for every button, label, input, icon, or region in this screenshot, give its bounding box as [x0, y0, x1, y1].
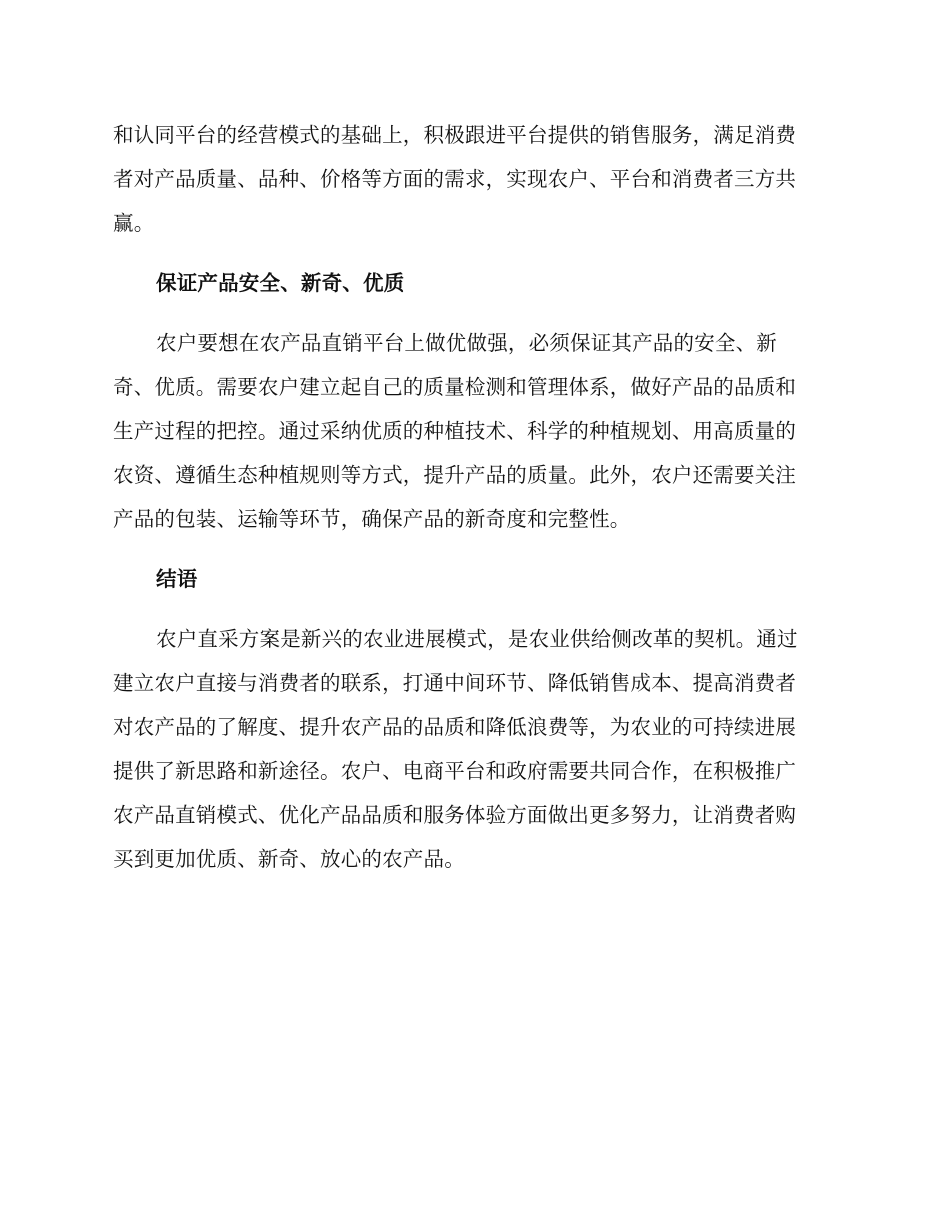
paragraph-line: 农资、遵循生态种植规则等方式，提升产品的质量。此外，农户还需要关注	[113, 463, 797, 487]
section-heading: 保证产品安全、新奇、优质	[156, 271, 405, 295]
paragraph-line: 农产品直销模式、优化产品品质和服务体验方面做出更多努力，让消费者购	[113, 803, 797, 827]
paragraph-line: 提供了新思路和新途径。农户、电商平台和政府需要共同合作，在积极推广	[113, 759, 797, 783]
paragraph-line: 农户要想在农产品直销平台上做优做强，必须保证其产品的安全、新	[156, 331, 777, 355]
paragraph-line: 买到更加优质、新奇、放心的农产品。	[113, 847, 465, 871]
spacer	[113, 601, 830, 617]
spacer	[113, 245, 830, 261]
paragraph-line: 奇、优质。需要农户建立起自己的质量检测和管理体系，做好产品的品质和	[113, 375, 797, 399]
paragraph-line: 者对产品质量、品种、价格等方面的需求，实现农户、平台和消费者三方共	[113, 167, 797, 191]
spacer	[113, 305, 830, 321]
section-conclusion	[113, 557, 830, 881]
intro-paragraph	[113, 113, 830, 245]
paragraph-line: 对农产品的了解度、提升农产品的品质和降低浪费等，为农业的可持续进展	[113, 715, 797, 739]
spacer	[113, 541, 830, 557]
paragraph-line: 农户直采方案是新兴的农业进展模式，是农业供给侧改革的契机。通过	[156, 627, 798, 651]
paragraph-line: 生产过程的把控。通过采纳优质的种植技术、科学的种植规划、用高质量的	[113, 419, 797, 443]
section-quality	[113, 261, 830, 541]
paragraph-line: 建立农户直接与消费者的联系，打通中间环节、降低销售成本、提高消费者	[113, 671, 797, 695]
paragraph-line: 赢。	[113, 211, 155, 235]
paragraph-line: 和认同平台的经营模式的基础上，积极跟进平台提供的销售服务，满足消费	[113, 123, 797, 147]
paragraph-line: 产品的包装、运输等环节，确保产品的新奇度和完整性。	[113, 507, 631, 531]
section-heading: 结语	[156, 567, 198, 591]
